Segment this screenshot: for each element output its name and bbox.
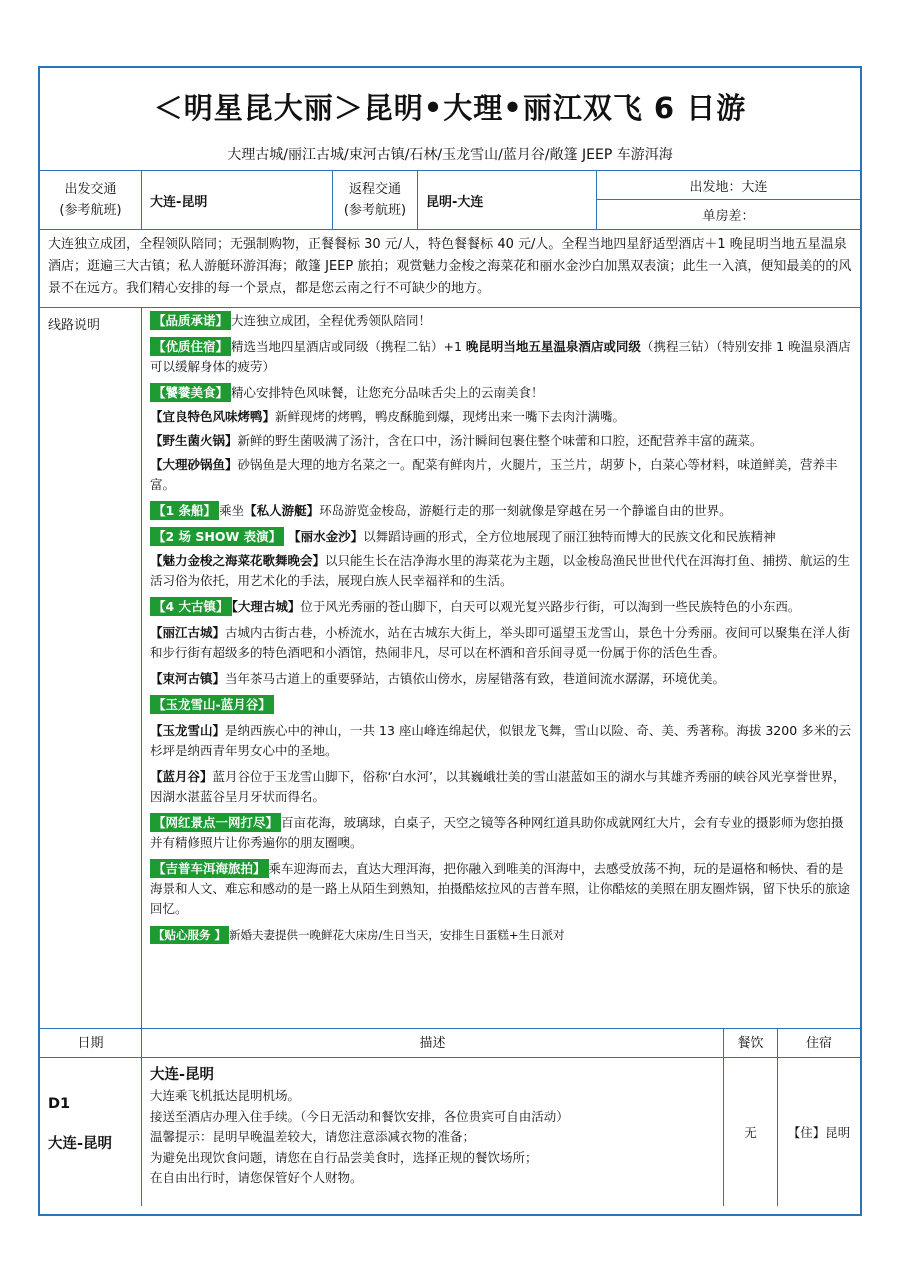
col-date: 日期 bbox=[40, 1029, 142, 1057]
net-tag: 【网红景点一网打尽】 bbox=[150, 813, 281, 832]
food-item-duck bbox=[150, 407, 854, 427]
col-desc: 描述 bbox=[142, 1029, 724, 1057]
quality-tag: 【品质承诺】 bbox=[150, 311, 231, 330]
show2-text: 以只能生长在洁净海水里的海菜花为主题，以金梭岛渔民世世代代在洱海打鱼、捕捞、航运的生活习俗为依托，用艺术化的手法，展现白族人民幸福祥和的生活。 bbox=[150, 553, 851, 588]
snow2-paragraph bbox=[150, 767, 854, 807]
hotel-text: 精选当地四星酒店或同级（携程二钻）+1 bbox=[231, 339, 466, 354]
page-title: ＜明星昆大丽＞昆明•大理•丽江双飞 6 日游 bbox=[153, 91, 747, 125]
snow-tag-paragraph bbox=[150, 695, 854, 715]
show2-name: 【魅力金梭之海菜花歌舞晚会】 bbox=[150, 553, 326, 568]
quality-text: 大连独立成团，全程优秀领队陪同！ bbox=[231, 313, 432, 328]
show1-text: 以舞蹈诗画的形式，全方位地展现了丽江独特而博大的民族文化和民族精神 bbox=[363, 529, 776, 544]
show1-name: 【丽水金沙】 bbox=[288, 529, 364, 544]
town-tag: 【4 大古镇】 bbox=[150, 597, 232, 616]
day-line: 在自由出行时，请您保管好个人财物。 bbox=[150, 1170, 363, 1185]
day-title: 大连-昆明 bbox=[150, 1067, 215, 1083]
food-fish-name: 【大理砂锅鱼】 bbox=[150, 457, 238, 472]
food-paragraph bbox=[150, 383, 854, 403]
boat-pre: 乘坐 bbox=[219, 503, 245, 518]
town3-paragraph bbox=[150, 669, 854, 689]
depart-label-note: (参考航班) bbox=[59, 203, 122, 218]
town1-name: 【大理古城】 bbox=[231, 599, 301, 614]
page-subtitle: 大理古城/丽江古城/束河古镇/石林/玉龙雪山/蓝月谷/敞篷 JEEP 车游洱海 bbox=[40, 144, 860, 171]
service-paragraph bbox=[150, 925, 854, 945]
food-duck-text: 新鲜现烤的烤鸭，鸭皮酥脆到爆，现烤出来一嘴下去肉汁满嘴。 bbox=[275, 409, 626, 424]
day-line: 为避免出现饮食问题，请您在自行品尝美食时，选择正规的餐饮场所； bbox=[150, 1149, 538, 1165]
day-number: D1 bbox=[48, 1096, 71, 1112]
net-text: 百亩花海，玻璃球，白桌子，天空之镜等各种网红道具助你成就网红大片，会有专业的摄影师为您拍摄并有精修照片让你秀遍你的朋友圈噢。 bbox=[150, 815, 844, 850]
return-label-note: (参考航班) bbox=[343, 203, 407, 218]
transport-row bbox=[40, 171, 860, 230]
jeep-paragraph bbox=[150, 859, 854, 919]
town-paragraph bbox=[150, 597, 854, 617]
boat-name: 【私人游艇】 bbox=[244, 503, 320, 518]
hotel-paragraph bbox=[150, 337, 854, 377]
return-label: 返程交通 bbox=[348, 182, 401, 197]
town2-text: 古城内古街古巷，小桥流水，站在古城东大街上，举头即可遥望玉龙雪山，景色十分秀丽。夜间可以聚集在洋人街和步行街有超级多的特色酒吧和小酒馆，热闹非凡，尽可以在杯酒和音乐间寻觅一份属于你的活色生香。 bbox=[150, 625, 851, 660]
boat-tag: 【1 条船】 bbox=[150, 501, 219, 520]
day-line: 接送至酒店办理入住手续。（今日无活动和餐饮安排，各位贵宾可自由活动） bbox=[150, 1108, 569, 1124]
boat-text: 环岛游览金梭岛，游艇行走的那一刻就像是穿越在另一个静谧自由的世界。 bbox=[319, 503, 732, 518]
food-mushroom-text: 新鲜的野生菌吸满了汤汁，含在口中，汤汁瞬间包裹住整个味蕾和口腔，还配营养丰富的蔬菜。 bbox=[237, 433, 763, 448]
origin-cell bbox=[597, 171, 860, 229]
food-fish-text: 砂锅鱼是大理的地方名菜之一。配菜有鲜肉片，火腿片，玉兰片，胡萝卜，白菜心等材料，味道鲜美，营养丰富。 bbox=[150, 457, 838, 492]
day-description bbox=[142, 1058, 724, 1206]
return-value: 昆明-大连 bbox=[418, 171, 597, 229]
food-tag: 【饕餮美食】 bbox=[150, 383, 231, 402]
depart-value: 大连-昆明 bbox=[142, 171, 333, 229]
hotel-bold-text: 晚昆明当地五星温泉酒店或同级 bbox=[465, 339, 641, 354]
town1-text: 位于风光秀丽的苍山脚下，白天可以观光复兴路步行街，可以淘到一些民族特色的小东西。 bbox=[300, 599, 801, 614]
town2-name: 【丽江古城】 bbox=[150, 625, 226, 640]
show-paragraph bbox=[150, 527, 854, 547]
route-body bbox=[150, 311, 854, 951]
town3-name: 【束河古镇】 bbox=[150, 671, 226, 686]
food-text: 精心安排特色风味餐，让您充分品味舌尖上的云南美食！ bbox=[231, 385, 544, 400]
hotel-tag: 【优质住宿】 bbox=[150, 337, 231, 356]
food-mushroom-name: 【野生菌火锅】 bbox=[150, 433, 238, 448]
day-row bbox=[40, 1058, 860, 1206]
origin-text: 出发地：大连 bbox=[597, 171, 860, 200]
service-tag: 【贴心服务 】 bbox=[150, 926, 229, 944]
town3-text: 当年茶马古道上的重要驿站，古镇依山傍水，房屋错落有致，巷道间流水潺潺，环境优美。 bbox=[225, 671, 726, 686]
food-duck-name: 【宜良特色风味烤鸭】 bbox=[150, 409, 276, 424]
depart-label-cell bbox=[40, 171, 142, 229]
snow-tag: 【玉龙雪山-蓝月谷】 bbox=[150, 695, 274, 714]
depart-label: 出发交通 bbox=[64, 182, 117, 197]
hotel-text-2: （携程三钻）（特别安排 1 晚温泉酒店可以缓解身体的疲劳） bbox=[150, 339, 851, 374]
col-stay: 住宿 bbox=[805, 1035, 832, 1051]
day-line: 大连乘飞机抵达昆明机场。 bbox=[150, 1088, 301, 1103]
day-date-cell bbox=[40, 1058, 142, 1206]
food-item-mushroom bbox=[150, 431, 854, 451]
snow1-paragraph bbox=[150, 721, 854, 761]
food-item-fish bbox=[150, 455, 854, 495]
jeep-text: 乘车迎海而去，直达大理洱海，把你融入到唯美的洱海中，去感受放荡不拘，玩的是逼格和畅快、看的是海景和人文、难忘和感动的是一路上从陌生到熟知，拍摄酷炫拉风的吉普车照，让你酷炫的美照在朋友圈炸锅，留下快乐的旅途回忆。 bbox=[150, 861, 851, 916]
col-meal: 餐饮 bbox=[724, 1029, 778, 1057]
day-line: 温馨提示：昆明早晚温差较大，请您注意添减衣物的准备； bbox=[150, 1129, 476, 1144]
quality-paragraph bbox=[150, 311, 854, 331]
show2-paragraph bbox=[150, 551, 854, 591]
service-text: 新婚夫妻提供一晚鲜花大床房/生日当天，安排生日蛋糕+生日派对 bbox=[229, 928, 565, 942]
show-tag: 【2 场 SHOW 表演】 bbox=[150, 527, 284, 546]
snow1-name: 【玉龙雪山】 bbox=[150, 723, 226, 738]
trip-intro: 大连独立成团，全程领队陪同；无强制购物，正餐餐标 30 元/人，特色餐餐标 40 元/人。全程当地四星舒适型酒店＋1 晚昆明当地五星温泉酒店；逛遍三大古镇；私人游艇环游洱海；敞篷 JEEP 旅拍；观赏魅力金梭之海菜花和丽水金沙白加黑双表演；此生一入滇，便知最美的的风景不在远方。我们精心安排的每一个景点，都是您云南之行不可缺少的地方。 bbox=[40, 230, 860, 308]
single-room-text: 单房差： bbox=[702, 209, 755, 224]
town2-paragraph bbox=[150, 623, 854, 663]
day-route: 大连-昆明 bbox=[48, 1136, 113, 1152]
day-stay: 【住】昆明 bbox=[787, 1124, 851, 1140]
table-header bbox=[40, 1029, 860, 1058]
itinerary-frame bbox=[38, 66, 862, 1216]
return-label-cell bbox=[333, 171, 418, 229]
boat-paragraph bbox=[150, 501, 854, 521]
route-label: 线路说明 bbox=[40, 308, 142, 1028]
net-paragraph bbox=[150, 813, 854, 853]
snow2-text: 蓝月谷位于玉龙雪山脚下，俗称‘白水河’，以其巍峨壮美的雪山湛蓝如玉的湖水与其雄齐秀丽的峡谷风光享誉世界，因湖水湛蓝谷呈月牙状而得名。 bbox=[150, 769, 846, 804]
route-section bbox=[40, 308, 860, 1029]
day-meal: 无 bbox=[724, 1058, 778, 1206]
snow1-text: 是纳西族心中的神山，一共 13 座山峰连绵起伏，似银龙飞舞，雪山以险、奇、美、秀著称。海拔 3200 多米的云杉坪是纳西青年男女心中的圣地。 bbox=[150, 723, 852, 758]
snow2-name: 【蓝月谷】 bbox=[150, 769, 213, 784]
jeep-tag: 【吉普车洱海旅拍】 bbox=[150, 859, 269, 878]
